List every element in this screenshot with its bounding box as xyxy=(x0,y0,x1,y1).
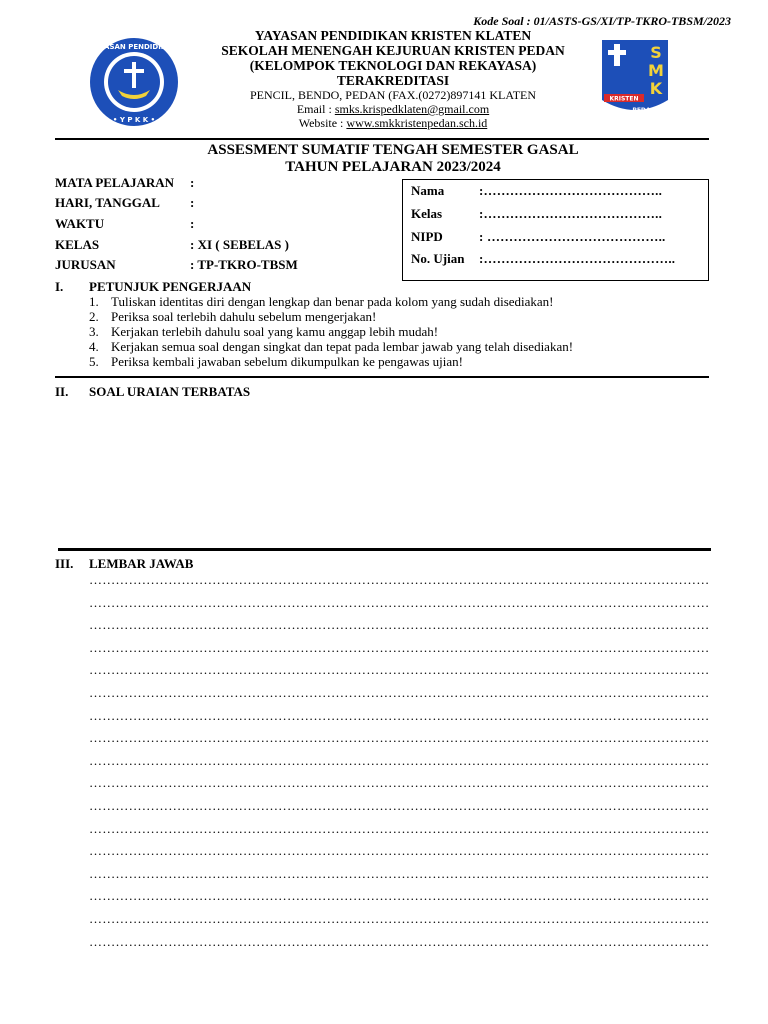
school-website-line: Website : www.smkkristenpedan.sch.id xyxy=(298,116,488,130)
info-label: MATA PELAJARAN xyxy=(55,175,175,190)
info-label: JURUSAN xyxy=(55,257,116,272)
section-divider xyxy=(58,548,711,551)
section-3-number: III. xyxy=(55,556,74,571)
info-value: : xyxy=(190,195,195,210)
section-2-number: II. xyxy=(55,384,69,399)
smk-banner-kristen: KRISTEN xyxy=(609,95,639,103)
answer-line[interactable]: …………………………………………………………………………………………………………………………… xyxy=(89,820,710,836)
answer-line[interactable]: …………………………………………………………………………………………………………………………… xyxy=(89,752,710,768)
academic-year: TAHUN PELAJARAN 2023/2024 xyxy=(285,159,501,175)
school-group: (KELOMPOK TEKNOLOGI DAN REKAYASA) xyxy=(249,58,537,73)
school-name: SEKOLAH MENENGAH KEJURUAN KRISTEN PEDAN xyxy=(221,43,565,58)
info-label: KELAS xyxy=(55,237,100,252)
answer-line[interactable]: …………………………………………………………………………………………………………………………… xyxy=(89,888,710,904)
answer-line[interactable]: …………………………………………………………………………………………………………………………… xyxy=(89,798,710,813)
identity-field-nipd[interactable]: : ………………………………….. xyxy=(479,229,666,244)
exam-title: ASSESMENT SUMATIF TENGAH SEMESTER GASAL xyxy=(207,142,579,158)
answer-line[interactable]: …………………………………………………………………………………………………………………………… xyxy=(89,707,710,723)
instruction-list: 1. Tuliskan identitas diri dengan lengkap dan benar pada kolom yang sudah disediakan! 2. Periksa soal terlebih dahulu sebelum mengerjakan! 3. Kerjakan terlebih dahulu soal yang kamu anggap lebih mudah! 4. Kerjakan semua soal dengan singkat dan tepat pada lembar jawab yang telah disediakan! 5. Periksa kembali jawaban sebelum dikumpulkan ke pengawas ujian! xyxy=(89,294,574,369)
info-label: HARI, TANGGAL xyxy=(55,195,160,210)
answer-line[interactable]: …………………………………………………………………………………………………………………………… xyxy=(89,843,710,859)
answer-line[interactable]: …………………………………………………………………………………………………………………………… xyxy=(89,775,710,791)
foundation-name: YAYASAN PENDIDIKAN KRISTEN KLATEN xyxy=(254,28,532,43)
smk-letter-m: M xyxy=(648,61,664,80)
section-2-title: SOAL URAIAN TERBATAS xyxy=(89,384,251,399)
kode-soal: Kode Soal : 01/ASTS-GS/XI/TP-TKRO-TBSM/2023 xyxy=(473,14,731,28)
smk-letter-k: K xyxy=(649,79,663,98)
identity-label: Nama xyxy=(411,183,445,198)
ypkk-logo-bottom: • Y P K K • xyxy=(112,116,156,124)
info-value: : xyxy=(190,216,195,231)
answer-line[interactable]: …………………………………………………………………………………………………………………………… xyxy=(89,662,710,678)
section-3-title: LEMBAR JAWAB xyxy=(89,556,194,571)
exam-info xyxy=(55,175,385,275)
section-1-title: PETUNJUK PENGERJAAN xyxy=(89,279,252,294)
smk-logo xyxy=(600,38,670,118)
answer-line[interactable]: …………………………………………………………………………………………………………………………… xyxy=(89,639,710,655)
info-label: WAKTU xyxy=(55,216,105,231)
info-value: : XI ( SEBELAS ) xyxy=(190,237,289,252)
smk-banner-pedan: PEDAN xyxy=(632,107,656,114)
answer-line[interactable]: …………………………………………………………………………………………………………………………… xyxy=(89,865,710,881)
answer-line[interactable]: …………………………………………………………………………………………………………………………… xyxy=(89,617,710,633)
section-divider xyxy=(55,376,709,378)
answer-line[interactable]: …………………………………………………………………………………………………………………………… xyxy=(89,911,710,926)
answer-line[interactable]: …………………………………………………………………………………………………………………………… xyxy=(89,594,710,610)
identity-field-nama[interactable]: :………………………………….. xyxy=(479,183,663,198)
info-value: : TP-TKRO-TBSM xyxy=(190,257,298,272)
school-email-line: Email : smks.krispedklaten@gmail.com xyxy=(296,102,490,116)
student-identity-box xyxy=(402,179,709,281)
answer-line[interactable]: …………………………………………………………………………………………………………………………… xyxy=(89,933,710,949)
accreditation: TERAKREDITASI xyxy=(336,73,450,88)
section-1-number: I. xyxy=(55,279,64,294)
ypkk-logo xyxy=(88,36,180,128)
identity-label: NIPD xyxy=(411,229,443,244)
school-address: PENCIL, BENDO, PEDAN (FAX.(0272)897141 KLATEN xyxy=(249,88,537,102)
ypkk-logo-text: YAYASAN PENDIDIKAN xyxy=(90,43,178,51)
header-divider xyxy=(55,138,709,140)
identity-field-no-ujian[interactable]: :…………………………………….. xyxy=(479,251,676,266)
identity-label: Kelas xyxy=(411,206,443,221)
school-header xyxy=(180,28,606,130)
email-link[interactable]: smks.krispedklaten@gmail.com xyxy=(334,102,490,116)
answer-line[interactable]: …………………………………………………………………………………………………………………………… xyxy=(89,572,710,587)
smk-letter-s: S xyxy=(650,43,662,62)
website-link[interactable]: www.smkkristenpedan.sch.id xyxy=(346,116,488,130)
identity-label: No. Ujian xyxy=(411,251,465,266)
info-value: : xyxy=(190,175,195,190)
answer-line[interactable]: …………………………………………………………………………………………………………………………… xyxy=(89,685,710,700)
answer-line[interactable]: …………………………………………………………………………………………………………………………… xyxy=(89,730,710,746)
identity-field-kelas[interactable]: :………………………………….. xyxy=(479,206,663,221)
